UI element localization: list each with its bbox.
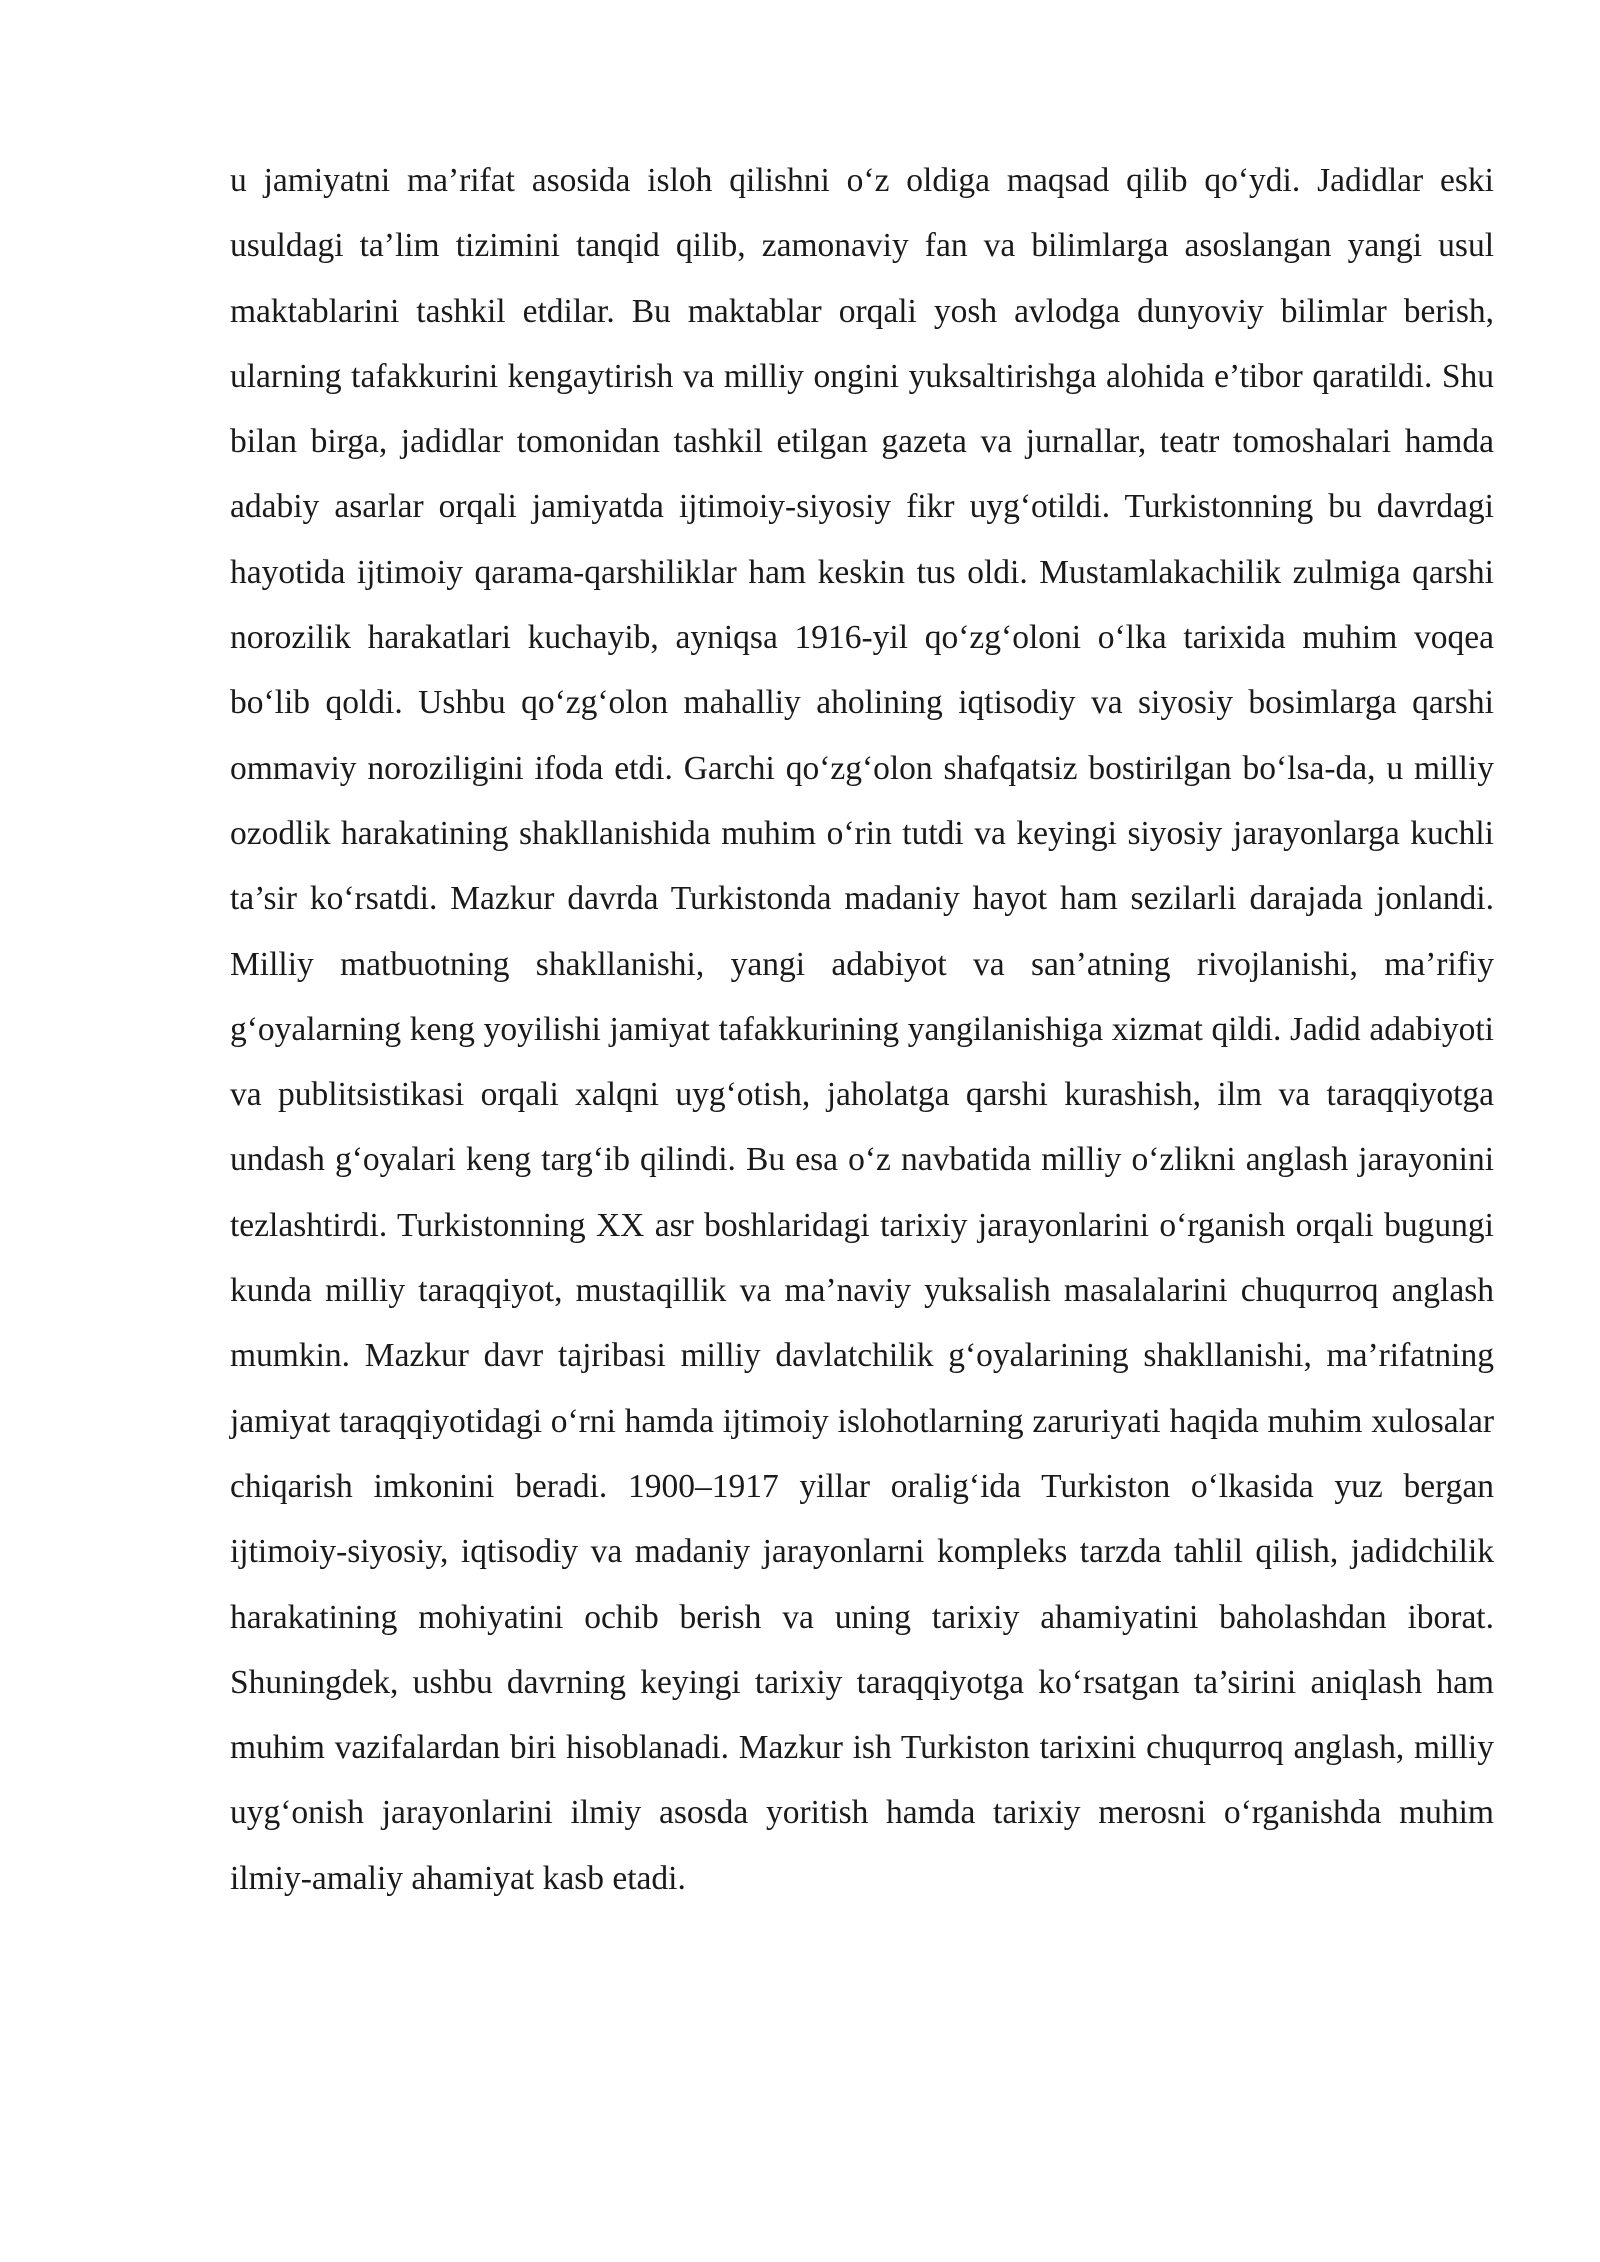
body-paragraph: u jamiyatni ma’rifat asosida isloh qilishni o‘z oldiga maqsad qilib qo‘ydi. Jadidlar eski usuldagi ta’lim tizimini tanqid qilib, zamonaviy fan va bilimlarga asoslangan yangi usul maktablarini tashkil etdilar. Bu maktablar orqali yosh avlodga dunyoviy bilimlar berish, ularning tafakkurini kengaytirish va milliy ongini yuksaltirishga alohida e’tibor qaratildi. Shu bilan birga, jadidlar tomonidan tashkil etilgan gazeta va jurnallar, teatr tomoshalari hamda adabiy asarlar orqali jamiyatda ijtimoiy-siyosiy fikr uyg‘otildi. Turkistonning bu davrdagi hayotida ijtimoiy qarama-qarshiliklar ham keskin tus oldi. Mustamlakachilik zulmiga qarshi norozilik harakatlari kuchayib, ayniqsa 1916-yil qo‘zg‘oloni o‘lka tarixida muhim voqea bo‘lib qoldi. Ushbu qo‘zg‘olon mahalliy aholining iqtisodiy va siyosiy bosimlarga qarshi ommaviy noroziligini ifoda etdi. Garchi qo‘zg‘olon shafqatsiz bostirilgan bo‘lsa-da, u milliy ozodlik harakatining shakllanishida muhim o‘rin tutdi va keyingi siyosiy jarayonlarga kuchli ta’sir ko‘rsatdi. Mazkur davrda Turkistonda madaniy hayot ham sezilarli darajada jonlandi. Milliy matbuotning shakllanishi, yangi adabiyot va san’atning rivojlanishi, ma’rifiy g‘oyalarning keng yoyilishi jamiyat tafakkurining yangilanishiga xizmat qildi. Jadid adabiyoti va publitsistikasi orqali xalqni uyg‘otish, jaholatga qarshi kurashish, ilm va taraqqiyotga undash g‘oyalari keng targ‘ib qilindi. Bu esa o‘z navbatida milliy o‘zlikni anglash jarayonini tezlashtirdi. Turkistonning XX asr boshlaridagi tarixiy jarayonlarini o‘rganish orqali bugungi kunda milliy taraqqiyot, mustaqillik va ma’naviy yuksalish masalalarini chuqurroq anglash mumkin. Mazkur davr tajribasi milliy davlatchilik g‘oyalarining shakllanishi, ma’rifatning jamiyat taraqqiyotidagi o‘rni hamda ijtimoiy islohotlarning zaruriyati haqida muhim xulosalar chiqarish imkonini beradi. 1900–1917 yillar oralig‘ida Turkiston o‘lkasida yuz bergan ijtimoiy-siyosiy, iqtisodiy va madaniy jarayonlarni kompleks tarzda tahlil qilish, jadidchilik harakatining mohiyatini ochib berish va uning tarixiy ahamiyatini baholashdan iborat. Shuningdek, ushbu davrning keyingi tarixiy taraqqiyotga ko‘rsatgan ta’sirini aniqlash ham muhim vazifalardan biri hisoblanadi. Mazkur ish Turkiston tarixini chuqurroq anglash, milliy uyg‘onish jarayonlarini ilmiy asosda yoritish hamda tarixiy merosni o‘rganishda muhim ilmiy-amaliy ahamiyat kasb etadi. <box>230 162 1494 1897</box>
